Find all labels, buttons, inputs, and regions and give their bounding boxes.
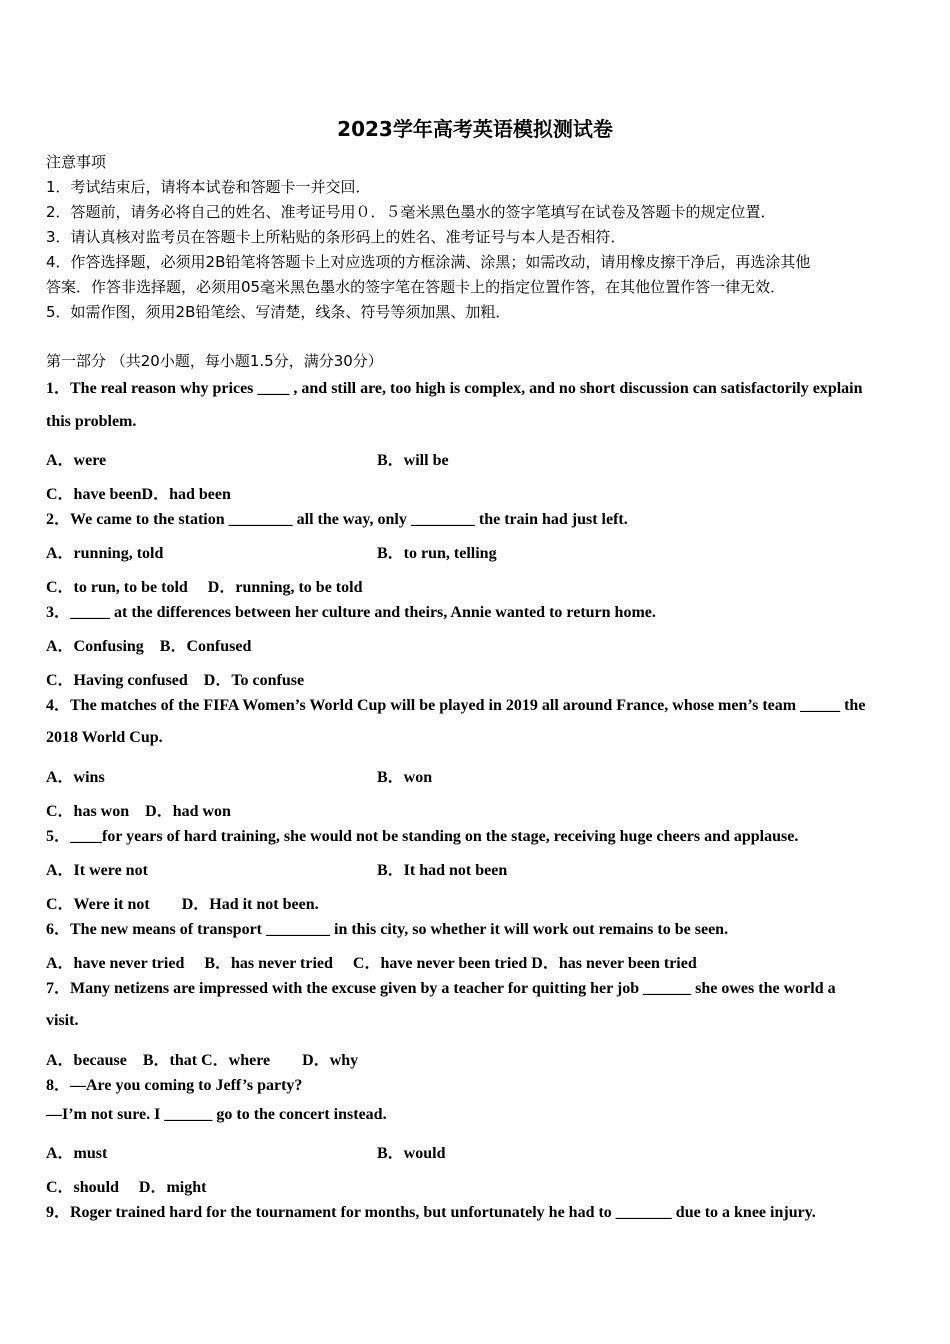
question-6-options: A．have never tried B．has never tried C．have never been tried D．has never been tried xyxy=(46,955,697,972)
page-title: 2023学年高考英语模拟测试卷 xyxy=(337,117,613,141)
question-3-option-cd: C．Having confused D．To confuse xyxy=(46,672,305,689)
notice-item-5: 5．如需作图，须用2B铅笔绘、写清楚，线条、符号等须加黑、加粗． xyxy=(46,303,511,321)
question-1-stem-cont: this problem. xyxy=(46,413,137,430)
question-5-option-cd: C．Were it not D．Had it not been. xyxy=(46,896,319,913)
question-8-option-cd: C．should D．might xyxy=(46,1179,207,1196)
question-5-option-a: A．It were not xyxy=(46,862,148,879)
notice-item-1: 1．考试结束后，请将本试卷和答题卡一并交回． xyxy=(46,178,371,196)
question-4-option-cd: C．has won D．had won xyxy=(46,803,231,820)
question-3-option-ab: A．Confusing B．Confused xyxy=(46,638,252,655)
question-4-stem-cont: 2018 World Cup. xyxy=(46,729,163,746)
notice-heading: 注意事项 xyxy=(46,153,107,171)
question-2-option-b: B．to run, telling xyxy=(377,545,497,562)
question-7-options: A．because B．that C．where D．why xyxy=(46,1052,359,1069)
question-2-option-a: A．running, told xyxy=(46,545,164,562)
notice-item-2: 2．答题前，请务必将自己的姓名、准考证号用０．５毫米黑色墨水的签字笔填写在试卷及答题卡的规定位置． xyxy=(46,203,776,221)
notice-item-4: 4．作答选择题，必须用2B铅笔将答题卡上对应选项的方框涂满、涂黑；如需改动，请用橡皮擦干净后，再选涂其他 xyxy=(46,253,811,271)
question-4-option-a: A．wins xyxy=(46,769,105,786)
question-4-option-b: B．won xyxy=(377,769,433,786)
question-8-stem-cont: —I’m not sure. I ______ go to the concert instead. xyxy=(46,1106,387,1123)
question-7-stem-cont: visit. xyxy=(46,1012,79,1029)
question-1-option-cd: C．have beenD．had been xyxy=(46,486,231,503)
question-5-stem: 5．____for years of hard training, she would not be standing on the stage, receiving huge cheers and applause. xyxy=(46,828,799,845)
notice-item-3: 3．请认真核对监考员在答题卡上所粘贴的条形码上的姓名、准考证号与本人是否相符． xyxy=(46,228,626,246)
question-2-stem: 2．We came to the station ________ all the way, only ________ the train had just left. xyxy=(46,511,628,528)
section-heading: 第一部分 （共20小题，每小题1.5分，满分30分） xyxy=(46,352,383,370)
question-8-option-a: A．must xyxy=(46,1145,108,1162)
question-1-stem: 1．The real reason why prices ____ , and still are, too high is complex, and no short discussion can satisfactorily explain xyxy=(46,380,863,397)
question-8-option-b: B．would xyxy=(377,1145,446,1162)
question-1-option-b: B．will be xyxy=(377,452,449,469)
question-3-stem: 3．_____ at the differences between her culture and theirs, Annie wanted to return home. xyxy=(46,604,656,621)
question-2-option-cd: C．to run, to be told D．running, to be told xyxy=(46,579,363,596)
question-4-stem: 4．The matches of the FIFA Women’s World Cup will be played in 2019 all around France, whose men’s team _____ the xyxy=(46,697,866,714)
question-6-stem: 6．The new means of transport ________ in this city, so whether it will work out remains to be seen. xyxy=(46,921,729,938)
question-7-stem: 7．Many netizens are impressed with the excuse given by a teacher for quitting her job ______ she owes the world a xyxy=(46,980,836,997)
question-5-option-b: B．It had not been xyxy=(377,862,508,879)
notice-item-4-cont: 答案．作答非选择题，必须用05毫米黑色墨水的签字笔在答题卡上的指定位置作答，在其他位置作答一律无效． xyxy=(46,278,786,296)
question-8-stem: 8．—Are you coming to Jeff’s party? xyxy=(46,1077,303,1094)
question-1-option-a: A．were xyxy=(46,452,107,469)
question-9-stem: 9．Roger trained hard for the tournament for months, but unfortunately he had to _______ due to a knee injury. xyxy=(46,1204,816,1221)
